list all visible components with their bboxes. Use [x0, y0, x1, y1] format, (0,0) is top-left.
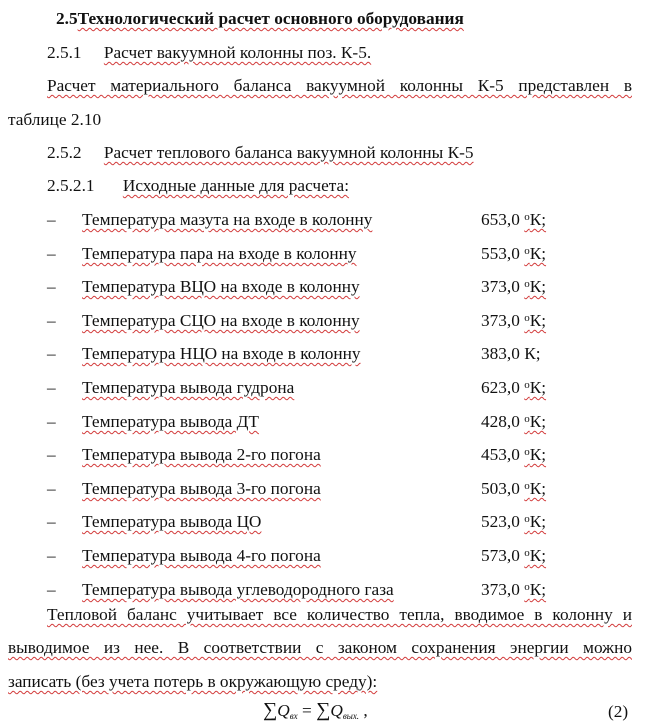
temperature-value [481, 379, 546, 396]
temperature-value [481, 278, 546, 295]
temperature-unit: К; [529, 580, 547, 599]
temperature-unit: К; [529, 277, 547, 296]
temperature-unit: К; [529, 210, 547, 229]
degree-mark: о [524, 245, 530, 257]
temperature-unit: К; [529, 512, 547, 531]
degree-mark: о [524, 312, 530, 324]
subscript-in: вх [289, 711, 298, 721]
section-heading-title: Технологический расчет основного оборудования [77, 9, 464, 28]
paragraph-material-line1: Расчет материального баланса вакуумной колонны К-5 представлен в [47, 76, 632, 95]
list-bullet: – [47, 546, 56, 565]
temperature-value [481, 581, 546, 598]
temperature-number: 373,0 [481, 580, 520, 599]
temperature-value [481, 211, 546, 228]
list-bullet: – [47, 244, 56, 263]
temperature-label: Температура НЦО на входе в колонну [82, 344, 361, 363]
list-bullet: – [47, 277, 56, 296]
temperature-value [481, 345, 541, 362]
list-bullet: – [47, 344, 56, 363]
subsection-number: 2.5.2 [47, 143, 82, 162]
degree-mark: о [524, 480, 530, 492]
temperature-unit: К; [529, 479, 547, 498]
degree-mark: о [524, 446, 530, 458]
temperature-value [481, 245, 546, 262]
temperature-value [481, 312, 546, 329]
list-bullet: – [47, 445, 56, 464]
temperature-label: Температура СЦО на входе в колонну [82, 311, 360, 330]
q-symbol: Q [330, 701, 343, 720]
paragraph-heat-line1: Тепловой баланс учитывает все количество тепла, вводимое в колонну и [47, 605, 632, 624]
temperature-label: Температура вывода ЦО [82, 512, 262, 531]
formula-comma: , [363, 701, 368, 720]
temperature-number: 623,0 [481, 378, 520, 397]
q-symbol: Q [277, 701, 290, 720]
degree-mark: о [524, 211, 530, 223]
list-bullet: – [47, 512, 56, 531]
temperature-value [481, 480, 546, 497]
list-bullet: – [47, 311, 56, 330]
subsection-title: Расчет теплового баланса вакуумной колонны К-5 [103, 143, 474, 162]
temperature-number: 553,0 [481, 244, 520, 263]
paragraph-heat-line2: выводимое из нее. В соответствии с законом сохранения энергии можно [8, 638, 632, 657]
list-bullet: – [47, 412, 56, 431]
paragraph-heat-line3: записать (без учета потерь в окружающую среду): [8, 672, 378, 691]
temperature-value [481, 446, 546, 463]
temperature-label: Температура вывода 2-го погона [82, 445, 321, 464]
temperature-unit: К; [529, 445, 547, 464]
subsection-2-5-2 [47, 144, 474, 161]
temperature-number: 573,0 [481, 546, 520, 565]
temperature-unit: К; [529, 244, 547, 263]
section-heading [56, 10, 464, 27]
section-heading-number: 2.5 [56, 9, 78, 28]
list-bullet: – [47, 479, 56, 498]
balance-formula [263, 700, 368, 721]
temperature-number: 503,0 [481, 479, 520, 498]
degree-mark: о [524, 413, 530, 425]
temperature-label: Температура мазута на входе в колонну [82, 210, 373, 229]
temperature-number: 453,0 [481, 445, 520, 464]
degree-mark: о [524, 379, 530, 391]
temperature-number: 428,0 [481, 412, 520, 431]
subsection-title: Исходные данные для расчета: [122, 176, 350, 195]
temperature-value [481, 513, 546, 530]
degree-mark: о [524, 581, 530, 593]
subsection-number: 2.5.1 [47, 43, 82, 62]
temperature-unit: К; [524, 344, 541, 363]
equation-number: (2) [608, 702, 629, 721]
temperature-value [481, 547, 546, 564]
temperature-label: Температура вывода гудрона [82, 378, 295, 397]
subsection-2-5-1 [47, 44, 371, 61]
equals-sign: = [301, 701, 312, 720]
temperature-number: 523,0 [481, 512, 520, 531]
subscript-out: вых. [342, 711, 360, 721]
temperature-unit: К; [529, 546, 547, 565]
temperature-unit: К; [529, 311, 547, 330]
subsection-2-5-2-1 [47, 177, 349, 194]
temperature-number: 373,0 [481, 311, 520, 330]
list-bullet: – [47, 378, 56, 397]
sum-symbol: ∑ [263, 699, 278, 721]
degree-mark: о [524, 278, 530, 290]
temperature-unit: К; [529, 378, 547, 397]
temperature-number: 653,0 [481, 210, 520, 229]
sum-symbol: ∑ [316, 699, 331, 721]
temperature-number: 373,0 [481, 277, 520, 296]
degree-mark: о [524, 547, 530, 559]
list-bullet: – [47, 580, 56, 599]
temperature-unit: К; [529, 412, 547, 431]
list-bullet: – [47, 210, 56, 229]
paragraph-material-line2: таблице 2.10 [8, 110, 102, 129]
temperature-value [481, 413, 546, 430]
temperature-label: Температура вывода ДТ [82, 412, 259, 431]
temperature-label: Температура ВЦО на входе в колонну [82, 277, 360, 296]
temperature-label: Температура вывода 3-го погона [82, 479, 321, 498]
temperature-label: Температура вывода углеводородного газа [82, 580, 394, 599]
subsection-title: Расчет вакуумной колонны поз. К-5. [103, 43, 372, 62]
temperature-number: 383,0 [481, 344, 520, 363]
temperature-label: Температура вывода 4-го погона [82, 546, 321, 565]
degree-mark: о [524, 513, 530, 525]
temperature-label: Температура пара на входе в колонну [82, 244, 357, 263]
subsection-number: 2.5.2.1 [47, 176, 95, 195]
